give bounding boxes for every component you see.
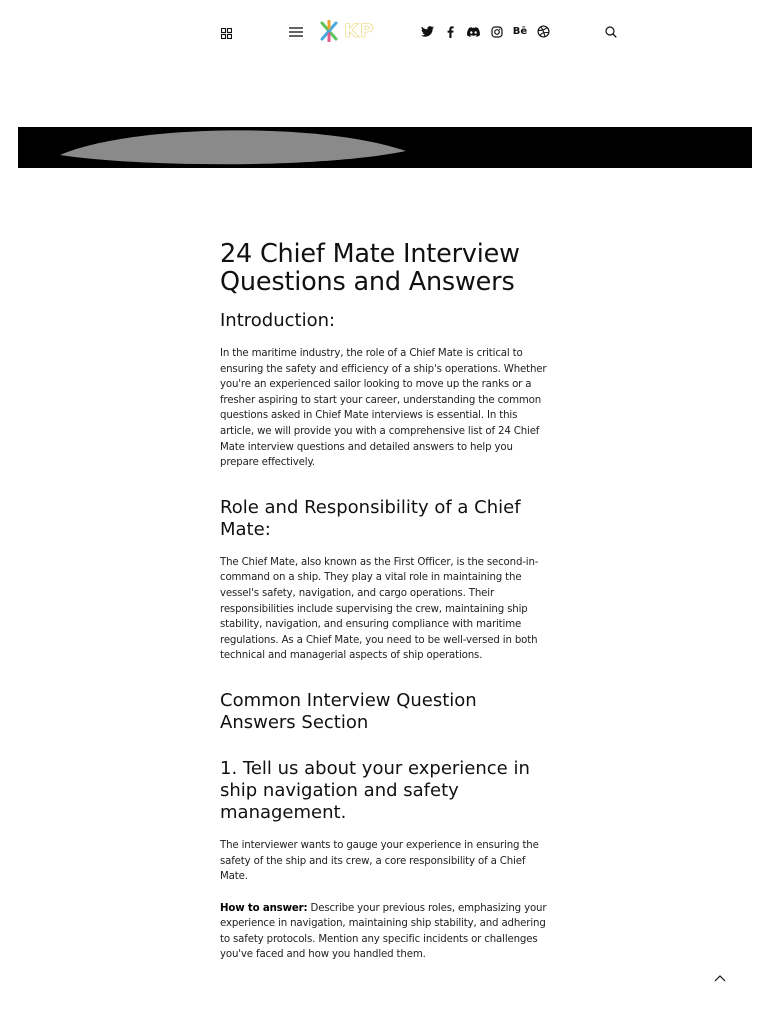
chevron-up-icon[interactable] <box>712 970 728 986</box>
intro-heading: Introduction: <box>220 310 336 331</box>
behance-icon[interactable]: Bē <box>512 26 528 37</box>
dribbble-icon[interactable] <box>536 24 551 39</box>
role-paragraph: The Chief Mate, also known as the First Officer, is the second-in-command on a ship. They play a vital role in maintaining the vessel's safety, navigation, and cargo operations. Their responsibilities include supervising the crew, maintaining ship stability, navigation, and ensuring compliance with maritime regulations. As a Chief Mate, you need to be well-versed in both technical and managerial aspects of ship operations. <box>220 556 539 662</box>
grid-icon[interactable] <box>219 26 233 40</box>
logo-text: KP <box>344 20 375 42</box>
role-heading: Role and Responsibility of a Chief Mate: <box>220 496 521 540</box>
menu-icon[interactable] <box>287 23 305 41</box>
instagram-icon[interactable] <box>489 24 504 39</box>
article-content <box>220 240 552 963</box>
site-header <box>0 0 768 64</box>
intro-paragraph: In the maritime industry, the role of a Chief Mate is critical to ensuring the safety and efficiency of a ship's operations. Whether you're an experienced sailor looking to move up the ranks or a fresher aspiring to start your career, understanding the common questions asked in Chief Mate interviews is essential. In this article, we will provide you with a comprehensive list of 24 Chief Mate interview questions and detailed answers to help you prepare effectively. <box>220 348 547 469</box>
question-1-paragraph: The interviewer wants to gauge your experience in ensuring the safety of the ship and its crew, a core responsibility of a Chief Mate. <box>220 839 539 883</box>
article-title: 24 Chief Mate Interview Questions and Answers <box>220 239 520 297</box>
logo-mark-icon <box>318 20 340 42</box>
discord-icon[interactable] <box>466 24 481 39</box>
question-1-heading: 1. Tell us about your experience in ship navigation and safety management. <box>220 757 530 823</box>
how-to-answer-label: How to answer: <box>220 902 308 914</box>
question-1-how-to-answer <box>220 901 552 963</box>
hero-banner-image <box>18 127 752 168</box>
how-to-answer-text: Describe your previous roles, emphasizing your experience in navigation, maintaining ship stability, and adhering to safety protocols. Mention any specific incidents or challenges you've faced and how you handled them. <box>220 902 547 961</box>
common-questions-heading: Common Interview Question Answers Section <box>220 689 477 733</box>
twitter-icon[interactable] <box>420 24 435 39</box>
facebook-icon[interactable] <box>443 24 458 39</box>
site-logo[interactable] <box>318 17 384 45</box>
social-links <box>420 24 551 39</box>
search-icon[interactable] <box>603 24 619 40</box>
